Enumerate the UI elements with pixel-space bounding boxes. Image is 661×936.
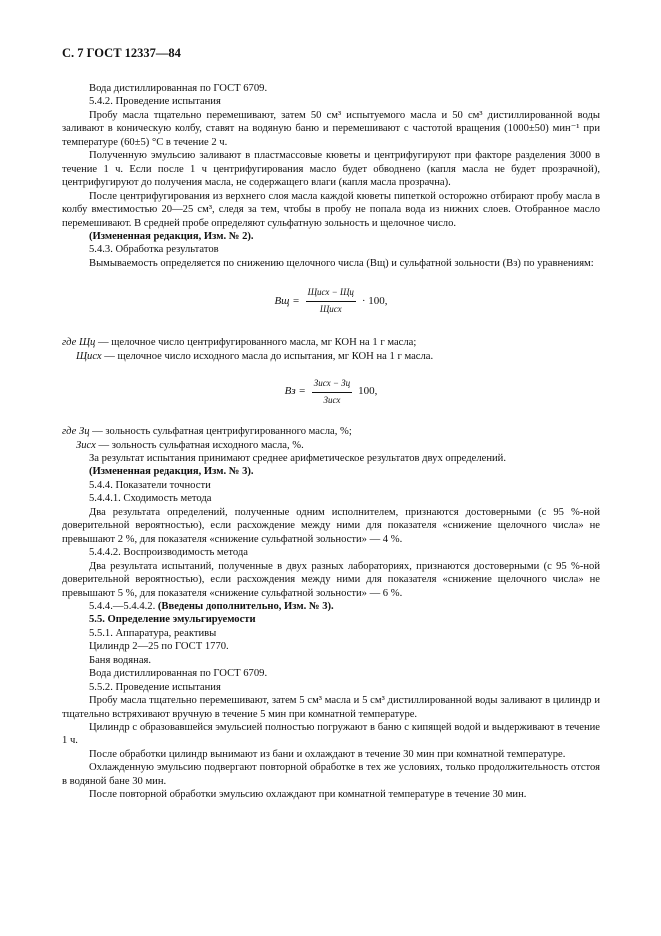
- amendment-note: (Измененная редакция, Изм. № 3).: [89, 466, 254, 478]
- paragraph: За результат испытания принимают среднее арифметическое результатов двух определений.: [89, 452, 506, 464]
- definition-line: [62, 439, 600, 452]
- definition-symbol: где Зц: [62, 426, 90, 438]
- paragraph: Вымываемость определяется по снижению щелочного числа (Bщ) и сульфатной зольности (Bз) по уравнениям:: [89, 257, 594, 269]
- definition-line: [62, 336, 600, 349]
- definition-text: — щелочное число исходного масла до испытания, мг КОН на 1 г масла.: [104, 350, 434, 362]
- section-heading: 5.5. Определение эмульгируемости: [89, 614, 256, 626]
- list-item: Цилиндр 2—25 по ГОСТ 1770.: [89, 641, 229, 653]
- formula-rhs: · 100,: [361, 294, 388, 307]
- paragraph: После обработки цилиндр вынимают из бани и охлаждают в течение 30 мин при комнатной температуре.: [89, 748, 566, 760]
- paragraph: После центрифугирования из верхнего слоя масла каждой кюветы пипеткой осторожно отбирают пробу масла в колбу вместимостью 20—25 см³, следя за тем, чтобы в пробу не попала вода из нижних слоев. Отобранное масло перемешивают. В средней пробе определяют сульфатную зольность и щелочное число.: [62, 190, 600, 229]
- definition-text: — зольность сульфатная центрифугированного масла, %;: [92, 426, 352, 438]
- formula-denominator: Зисх: [323, 394, 341, 405]
- formula-numerator: Зисх − Зц: [312, 377, 352, 392]
- paragraph: Пробу масла тщательно перемешивают, затем 5 см³ масла и 5 см³ дистиллированной воды заливают в цилиндр и тщательно встряхивают вручную в течение 5 мин при комнатной температуре.: [62, 695, 600, 720]
- amendment-range: 5.4.4.—5.4.4.2.: [89, 600, 156, 612]
- list-item: Вода дистиллированная по ГОСТ 6709.: [89, 668, 268, 680]
- formula-ash: [62, 377, 600, 407]
- definition-text: — зольность сульфатная исходного масла, %.: [98, 439, 304, 451]
- document-body: [62, 82, 600, 802]
- document-page: [62, 46, 600, 802]
- definition-line: [62, 350, 600, 363]
- paragraph: Цилиндр с образовавшейся эмульсией полностью погружают в баню с кипящей водой и выдерживают в течение 1 ч.: [62, 722, 600, 747]
- paragraph: Полученную эмульсию заливают в пластмассовые кюветы и центрифугируют при факторе разделения 3000 в течение 1 ч. Если после 1 ч центрифугирования масло будет обводнено (капля масла не будет прозрачной), центрифугируют до получения масла, не содержащего влаги (капля масла прозрачна).: [62, 150, 600, 189]
- paragraph: Охлажденную эмульсию подвергают повторной обработке в тех же условиях, только продолжительность отстоя в водяной бане 30 мин.: [62, 762, 600, 787]
- list-item: Баня водяная.: [89, 654, 152, 666]
- paragraph: Вода дистиллированная по ГОСТ 6709.: [89, 83, 268, 94]
- formula-fraction: [306, 286, 356, 316]
- definition-text: — щелочное число центрифугированного масла, мг КОН на 1 г масла;: [97, 337, 417, 349]
- section-heading: 5.5.2. Проведение испытания: [89, 681, 221, 693]
- definition-symbol: Зисх: [76, 439, 96, 451]
- definition-symbol: где Щц: [62, 337, 96, 349]
- section-heading: 5.5.1. Аппаратура, реактивы: [89, 627, 217, 639]
- section-heading: 5.4.3. Обработка результатов: [89, 244, 219, 256]
- section-heading: 5.4.4.2. Воспроизводимость метода: [89, 547, 248, 559]
- formula-denominator: Щисх: [319, 303, 342, 314]
- amendment-note: [62, 600, 600, 613]
- amendment-text: (Введены дополнительно, Изм. № 3).: [157, 600, 334, 612]
- paragraph: Два результата испытаний, полученные в двух разных лабораториях, признаются достоверными (с 95 %-ной доверительной вероятностью), если расхождения между ними для показателя «снижение щелочного числа» не превышают 5 %, для показателя «снижение сульфатной зольности» — 6 %.: [62, 560, 600, 599]
- formula-fraction: [312, 377, 352, 407]
- formula-alkalinity: [62, 286, 600, 316]
- paragraph: Пробу масла тщательно перемешивают, затем 50 см³ испытуемого масла и 50 см³ дистиллированной воды заливают в коническую колбу, ставят на водяную баню и перемешивают с частотой вращения (1000±50) мин⁻¹ при температуре (60±5) °С в течение 2 ч.: [62, 109, 600, 148]
- formula-rhs: 100,: [358, 385, 378, 398]
- section-heading: 5.4.4. Показатели точности: [89, 479, 211, 491]
- section-heading: 5.4.2. Проведение испытания: [89, 96, 221, 108]
- formula-lhs: Bщ =: [274, 294, 300, 307]
- formula-lhs: Bз =: [284, 385, 306, 398]
- paragraph: После повторной обработки эмульсию охлаждают при комнатной температуре в течение 30 мин.: [89, 789, 527, 801]
- page-header: С. 7 ГОСТ 12337—84: [62, 46, 181, 60]
- formula-numerator: Щисх − Щц: [306, 286, 356, 301]
- definition-symbol: Щисх: [76, 350, 102, 362]
- paragraph: Два результата определений, полученные одним исполнителем, признаются достоверными (с 95 %-ной доверительной вероятностью), если расхождение между ними для показателя «снижение щелочного числа» не превышают 2 %, для показателя «снижение сульфатной зольности» — 4 %.: [62, 506, 600, 545]
- amendment-note: (Измененная редакция, Изм. № 2).: [89, 230, 254, 242]
- definition-line: [62, 425, 600, 438]
- section-heading: 5.4.4.1. Сходимость метода: [89, 493, 212, 505]
